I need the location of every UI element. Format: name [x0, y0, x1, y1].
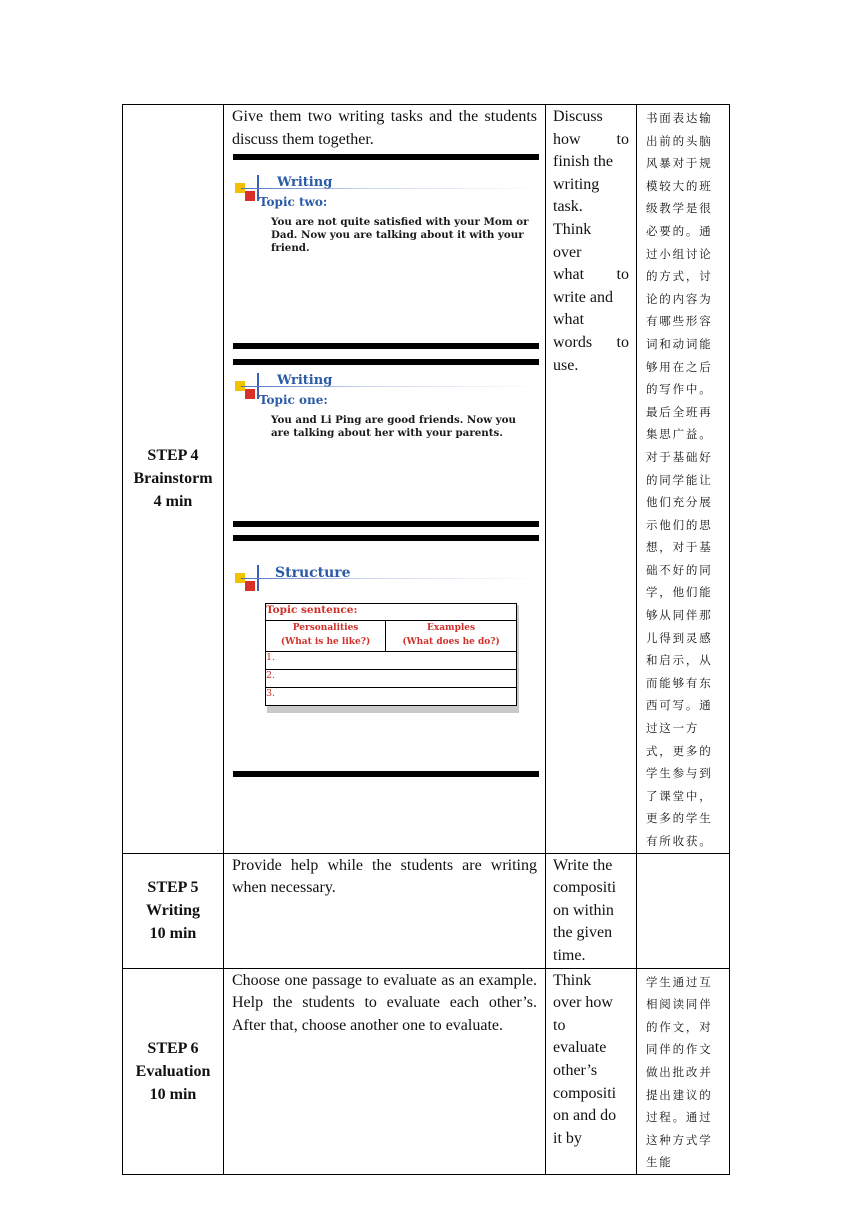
divider [233, 521, 539, 527]
slide-body: You are not quite satisfied with your Mom or Dad. Now you are talking about it with your friend. [271, 216, 529, 255]
row-number: 2. [266, 670, 517, 688]
design-note-cell [637, 853, 730, 968]
student-activity-cell [546, 968, 637, 1174]
step-time: 10 min [149, 1085, 197, 1103]
slide-topic: Topic two: [259, 195, 328, 210]
header-examples-sub: (What does he do?) [402, 637, 500, 648]
divider [233, 154, 539, 160]
slide-title: Writing [277, 373, 333, 389]
slide-topic-two [233, 173, 539, 333]
teacher-activity-cell [224, 105, 546, 854]
slide-thumbnails [224, 151, 545, 813]
step-label: STEP 5 [147, 879, 199, 897]
header-personalities-title: Personalities [292, 623, 359, 634]
design-note: 书面表达输出前的头脑风暴对于规模较大的班级教学是很必要的。通过小组讨论的方式，讨论的内容为有哪些形容词和动词能够用在之后的写作中。最后全班再集思广益。对于基础好的同学能让他们充分展示他们的思想，对于基础不好的同学，他们能够从同伴那儿得到灵感和启示，从而能够有东西可写。通过这一方式，更多的学生参与到了课堂中，更多的学生有所收获。 [646, 111, 713, 848]
header-personalities-sub: (What is he like?) [280, 637, 371, 648]
header-personalities [266, 621, 386, 652]
step-name: Writing [146, 902, 200, 920]
design-note: 学生通过互相阅读同伴的作文，对同伴的作文做出批改并提出建议的过程。通过这种方式学生能 [646, 974, 713, 1170]
step-cell [123, 105, 224, 854]
slide-body: You and Li Ping are good friends. Now you are talking about her with your parents. [271, 414, 516, 440]
slide-topic-one [233, 371, 539, 521]
step-cell [123, 853, 224, 968]
topic-sentence-label: Topic sentence: [266, 604, 517, 621]
step-name: Brainstorm [133, 470, 213, 488]
slide-topic: Topic one: [259, 393, 328, 408]
divider [233, 359, 539, 365]
slide-title: Writing [277, 175, 333, 191]
row-number: 1. [266, 652, 517, 670]
student-activity-cell [546, 105, 637, 854]
student-activity: Think over how to evaluate other’s compositi on and do it by [553, 971, 617, 1147]
table-row-step6 [123, 968, 730, 1174]
step-label: STEP 6 [147, 1039, 199, 1057]
teacher-activity-cell [224, 968, 546, 1174]
step-name: Evaluation [135, 1062, 211, 1080]
divider [233, 343, 539, 349]
slide-title: Structure [275, 565, 351, 582]
slide-structure [233, 563, 539, 733]
teacher-activity: Choose one passage to evaluate as an example. Help the students to evaluate each other’s. After that, choose another one to evaluate. [232, 971, 537, 1034]
table-row-step4 [123, 105, 730, 854]
row-number: 3. [266, 688, 517, 706]
teacher-activity: Provide help while the students are writing when necessary. [232, 856, 537, 897]
student-activity-cell [546, 853, 637, 968]
step-time: 4 min [153, 493, 193, 511]
divider [233, 535, 539, 541]
design-note [637, 854, 729, 856]
divider [233, 771, 539, 777]
structure-table [265, 603, 517, 706]
design-note-cell [637, 105, 730, 854]
header-examples [386, 621, 517, 652]
step-time: 10 min [149, 925, 197, 943]
student-activity: Discuss how to finish the writing task. Think over what to write and what words to use. [553, 108, 629, 374]
table-row-step5 [123, 853, 730, 968]
student-activity: Write the compositi on within the given time. [553, 856, 617, 964]
teacher-activity: Give them two writing tasks and the students discuss them together. [232, 108, 537, 148]
teacher-activity-cell [224, 853, 546, 968]
header-examples-title: Examples [427, 623, 476, 634]
step-cell [123, 968, 224, 1174]
step-label: STEP 4 [147, 447, 199, 465]
slide-logo-icon [235, 563, 275, 593]
design-note-cell [637, 968, 730, 1174]
lesson-plan-table [122, 104, 730, 1175]
